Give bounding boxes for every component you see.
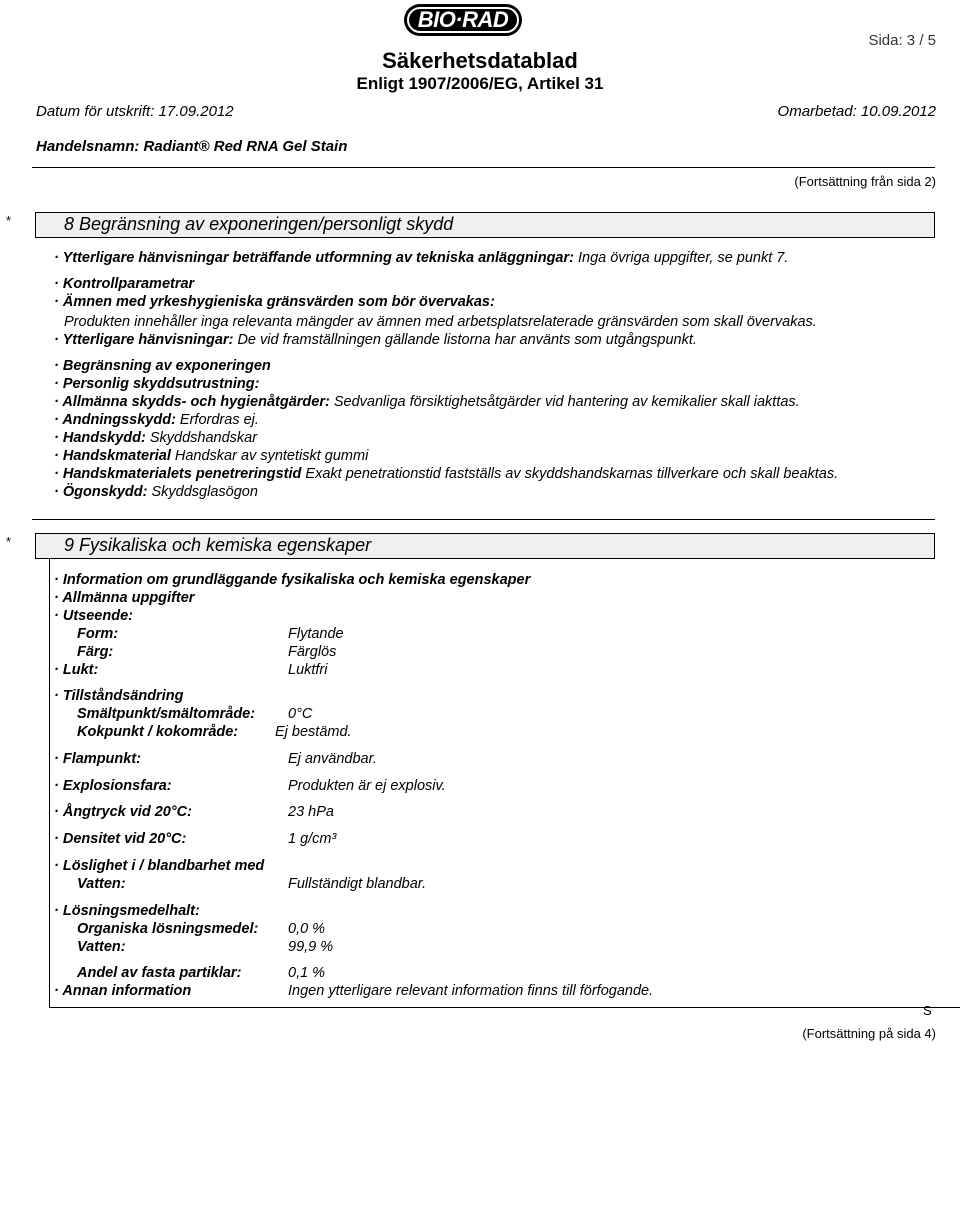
- s9-vapor-value: 23 hPa: [288, 804, 334, 820]
- s9-appearance-heading: · Utseende:: [54, 608, 133, 624]
- bio-rad-logo: [404, 4, 522, 36]
- s9-organic-value: 0,0 %: [288, 921, 326, 937]
- s8-eye-value: Skyddsglasögon: [147, 484, 258, 500]
- s8-eye-label: · Ögonskydd:: [54, 484, 148, 500]
- s9-vapor-label: · Ångtryck vid 20°C:: [54, 804, 192, 820]
- s9-color-value: Färglös: [288, 644, 337, 660]
- section8-title: 8 Begränsning av exponeringen/personligt skydd: [64, 214, 454, 234]
- s8-further-value: De vid framställningen gällande listorna har använts som utgångspunkt.: [233, 332, 697, 348]
- s8-line-hand: [54, 430, 257, 446]
- s8-penetration-label: · Handskmaterialets penetreringstid: [54, 466, 302, 482]
- s9-boiling-value: Ej bestämd.: [275, 724, 352, 740]
- document-subtitle: Enligt 1907/2006/EG, Artikel 31: [356, 74, 604, 93]
- s9-info-heading: · Information om grundläggande fysikaliska och kemiska egenskaper: [54, 572, 531, 588]
- s9-organic-label: Organiska lösningsmedel:: [77, 921, 259, 937]
- s8-penetration-value: Exakt penetrationstid fastställs av skyddshandskarnas tillverkare och skall beaktas.: [301, 466, 839, 482]
- continued-from: (Fortsättning från sida 2): [794, 174, 936, 189]
- document-title: Säkerhetsdatablad: [382, 48, 578, 73]
- s8-hand-value: Skyddshandskar: [145, 430, 258, 446]
- s9-solids-value: 0,1 %: [288, 965, 326, 981]
- s9-water-value: Fullständigt blandbar.: [288, 876, 427, 892]
- s9-form-value: Flytande: [288, 626, 344, 642]
- section8-header: [35, 212, 935, 238]
- s8-exposure-limit: · Begränsning av exponeringen: [54, 358, 271, 374]
- page-number: Sida: 3 / 5: [868, 32, 936, 49]
- s9-odor-value: Luktfri: [288, 662, 328, 678]
- s9-boiling-label: Kokpunkt / kokområde:: [77, 724, 239, 740]
- continued-to: (Fortsättning på sida 4): [802, 1026, 936, 1041]
- s9-other-value: Ingen ytterligare relevant information finns till förfogande.: [288, 983, 654, 999]
- s9-water2-value: 99,9 %: [288, 939, 334, 955]
- section9-change-marker: *: [6, 534, 12, 549]
- s9-odor-label: · Lukt:: [54, 662, 99, 678]
- s9-explosion-value: Produkten är ej explosiv.: [288, 778, 446, 794]
- s8-technical-label: · Ytterligare hänvisningar beträffande utformning av tekniska anläggningar:: [54, 250, 574, 266]
- s9-explosion-label: · Explosionsfara:: [54, 778, 172, 794]
- s8-glove-material-label: · Handskmaterial: [54, 448, 171, 464]
- s9-solubility-label: · Löslighet i / blandbarhet med: [54, 858, 265, 874]
- s9-water-label: Vatten:: [77, 876, 126, 892]
- s8-hygiene-label: · Allmänna skydds- och hygienåtgärder:: [54, 394, 330, 410]
- s8-glove-material-value: Handskar av syntetiskt gummi: [170, 448, 369, 464]
- s8-hand-label: · Handskydd:: [54, 430, 146, 446]
- s9-density-label: · Densitet vid 20°C:: [54, 831, 187, 847]
- s9-state-change-heading: · Tillståndsändring: [54, 688, 184, 704]
- s9-general-heading: · Allmänna uppgifter: [54, 590, 195, 606]
- revised-date: Omarbetad: 10.09.2012: [777, 103, 936, 120]
- section8-change-marker: *: [6, 213, 12, 228]
- logo-text: BIO·RAD: [417, 7, 509, 32]
- s9-melting-value: 0°C: [288, 706, 313, 722]
- s8-respiratory-label: · Andningsskydd:: [54, 412, 176, 428]
- s9-density-value: 1 g/cm³: [288, 831, 337, 847]
- s8-respiratory-value: Erfordras ej.: [175, 412, 259, 428]
- s8-control-params: · Kontrollparametrar: [54, 276, 195, 292]
- logo-border: [407, 7, 519, 33]
- s8-line-further: [54, 332, 697, 348]
- s9-other-label: · Annan information: [54, 983, 192, 999]
- s8-substances-text: Produkten innehåller inga relevanta mängder av ämnen med arbetsplatsrelaterade gränsvärden som skall övervakas.: [64, 314, 817, 330]
- print-date: Datum för utskrift: 17.09.2012: [36, 103, 234, 120]
- s8-line-technical: [54, 250, 788, 266]
- s8-line-hygiene: [54, 394, 800, 410]
- s8-line-penetration: [54, 466, 838, 482]
- s8-line-respiratory: [54, 412, 259, 428]
- s8-ppe: · Personlig skyddsutrustning:: [54, 376, 260, 392]
- s8-line-glove-material: [54, 448, 368, 464]
- s8-substances-heading: · Ämnen med yrkeshygieniska gränsvärden som bör övervakas:: [54, 294, 495, 310]
- s9-form-label: Form:: [77, 626, 119, 642]
- section9-header: [35, 533, 935, 559]
- s9-water2-label: Vatten:: [77, 939, 126, 955]
- s9-solvent-label: · Lösningsmedelhalt:: [54, 903, 200, 919]
- section9-title: 9 Fysikaliska och kemiska egenskaper: [64, 535, 372, 555]
- header-rule: [32, 167, 935, 168]
- section8-end-rule: [32, 519, 935, 520]
- trade-name: Handelsnamn: Radiant® Red RNA Gel Stain: [36, 138, 348, 155]
- s9-solids-label: Andel av fasta partiklar:: [77, 965, 242, 981]
- s8-further-label: · Ytterligare hänvisningar:: [54, 332, 234, 348]
- section9-box: [49, 559, 960, 1008]
- s9-flash-label: · Flampunkt:: [54, 751, 141, 767]
- s8-line-eye: [54, 484, 258, 500]
- s8-technical-value: Inga övriga uppgifter, se punkt 7.: [573, 250, 789, 266]
- s8-hygiene-value: Sedvanliga försiktighetsåtgärder vid hantering av kemikalier skall iakttas.: [329, 394, 800, 410]
- s9-flash-value: Ej användbar.: [288, 751, 377, 767]
- s9-color-label: Färg:: [77, 644, 114, 660]
- footer-mark: S: [923, 1003, 932, 1018]
- s9-melting-label: Smältpunkt/smältområde:: [77, 706, 256, 722]
